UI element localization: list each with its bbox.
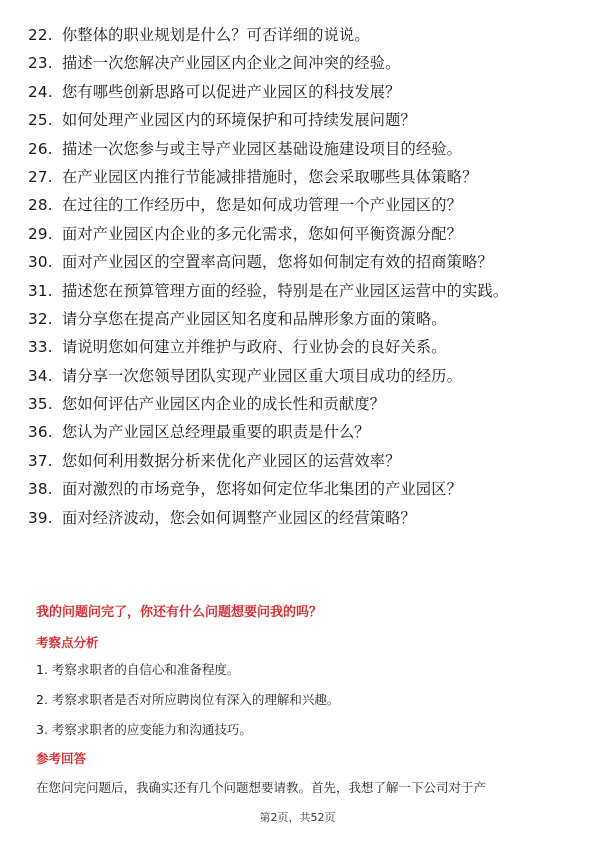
question-number: 27. [28,167,53,186]
question-number: 37. [28,451,53,470]
question-number: 24. [28,82,53,101]
question-text: 请说明您如何建立并维护与政府、行业协会的良好关系。 [62,338,447,357]
page-footer: 第2页，共52页 [259,811,336,824]
question-text: 描述您在预算管理方面的经验，特别是在产业园区运营中的实践。 [62,281,509,300]
question-number: 30. [28,253,53,272]
question-text: 请分享您在提高产业园区知名度和品牌形象方面的策略。 [62,309,447,328]
question-number: 23. [28,54,53,73]
question-item [28,336,568,358]
question-item [28,365,568,387]
question-item [28,421,568,443]
question-item [28,251,568,273]
question-item [28,450,568,472]
analysis-item: 2. 考察求职者是否对所应聘岗位有深入的理解和兴趣。 [36,692,340,707]
question-text: 描述一次您解决产业园区内企业之间冲突的经验。 [62,54,401,73]
question-text: 在过往的工作经历中，您是如何成功管理一个产业园区的？ [62,196,463,215]
question-number: 34. [28,366,53,385]
analysis-list [36,661,339,751]
question-number: 38. [28,480,53,499]
question-number: 32. [28,309,53,328]
answer-title: 参考回答 [36,751,87,766]
question-text: 您有哪些创新思路可以促进产业园区的科技发展？ [62,82,401,101]
question-number: 22. [28,26,53,44]
question-text: 您认为产业园区总经理最重要的职责是什么？ [62,423,370,442]
question-text: 您如何评估产业园区内企业的成长性和贡献度？ [62,395,386,414]
question-text: 在产业园区内推行节能减排措施时，您会采取哪些具体策略？ [62,167,478,186]
closing-question: 我的问题问完了，你还有什么问题想要问我的吗？ [36,605,323,620]
question-item [28,507,568,529]
question-text: 面对经济波动，您会如何调整产业园区的经营策略？ [62,508,416,527]
question-list [28,24,568,535]
question-item [28,166,568,188]
question-number: 33. [28,338,53,357]
analysis-title: 考察点分析 [36,635,99,650]
question-item [28,24,568,46]
question-text: 描述一次您参与或主导产业园区基础设施建设项目的经验。 [62,139,463,158]
analysis-item: 1. 考察求职者的自信心和准备程度。 [36,662,240,677]
question-item [28,280,568,302]
question-text: 面对激烈的市场竞争，您将如何定位华北集团的产业园区？ [62,480,463,499]
analysis-item: 3. 考察求职者的应变能力和沟通技巧。 [36,722,252,737]
question-item [28,194,568,216]
question-number: 28. [28,196,53,215]
question-text: 请分享一次您领导团队实现产业园区重大项目成功的经历。 [62,366,463,385]
question-number: 29. [28,224,53,243]
question-number: 25. [28,111,53,130]
question-item [28,81,568,103]
question-number: 26. [28,139,53,158]
question-text: 您如何利用数据分析来优化产业园区的运营效率？ [62,451,401,470]
question-item [28,109,568,131]
answer-text: 在您问完问题后，我确实还有几个问题想要请教。首先，我想了解一下公司对于产 [36,780,487,795]
question-text: 面对产业园区内企业的多元化需求，您如何平衡资源分配？ [62,224,463,243]
question-number: 31. [28,281,53,300]
question-item [28,52,568,74]
question-text: 如何处理产业园区内的环境保护和可持续发展问题？ [62,111,416,130]
question-number: 39. [28,508,53,527]
question-item [28,308,568,330]
question-item [28,138,568,160]
question-text: 你整体的职业规划是什么？可否详细的说说。 [62,26,370,44]
question-number: 35. [28,395,53,414]
question-number: 36. [28,423,53,442]
question-text: 面对产业园区的空置率高问题，您将如何制定有效的招商策略？ [62,253,493,272]
question-item [28,393,568,415]
question-item [28,223,568,245]
question-item [28,478,568,500]
